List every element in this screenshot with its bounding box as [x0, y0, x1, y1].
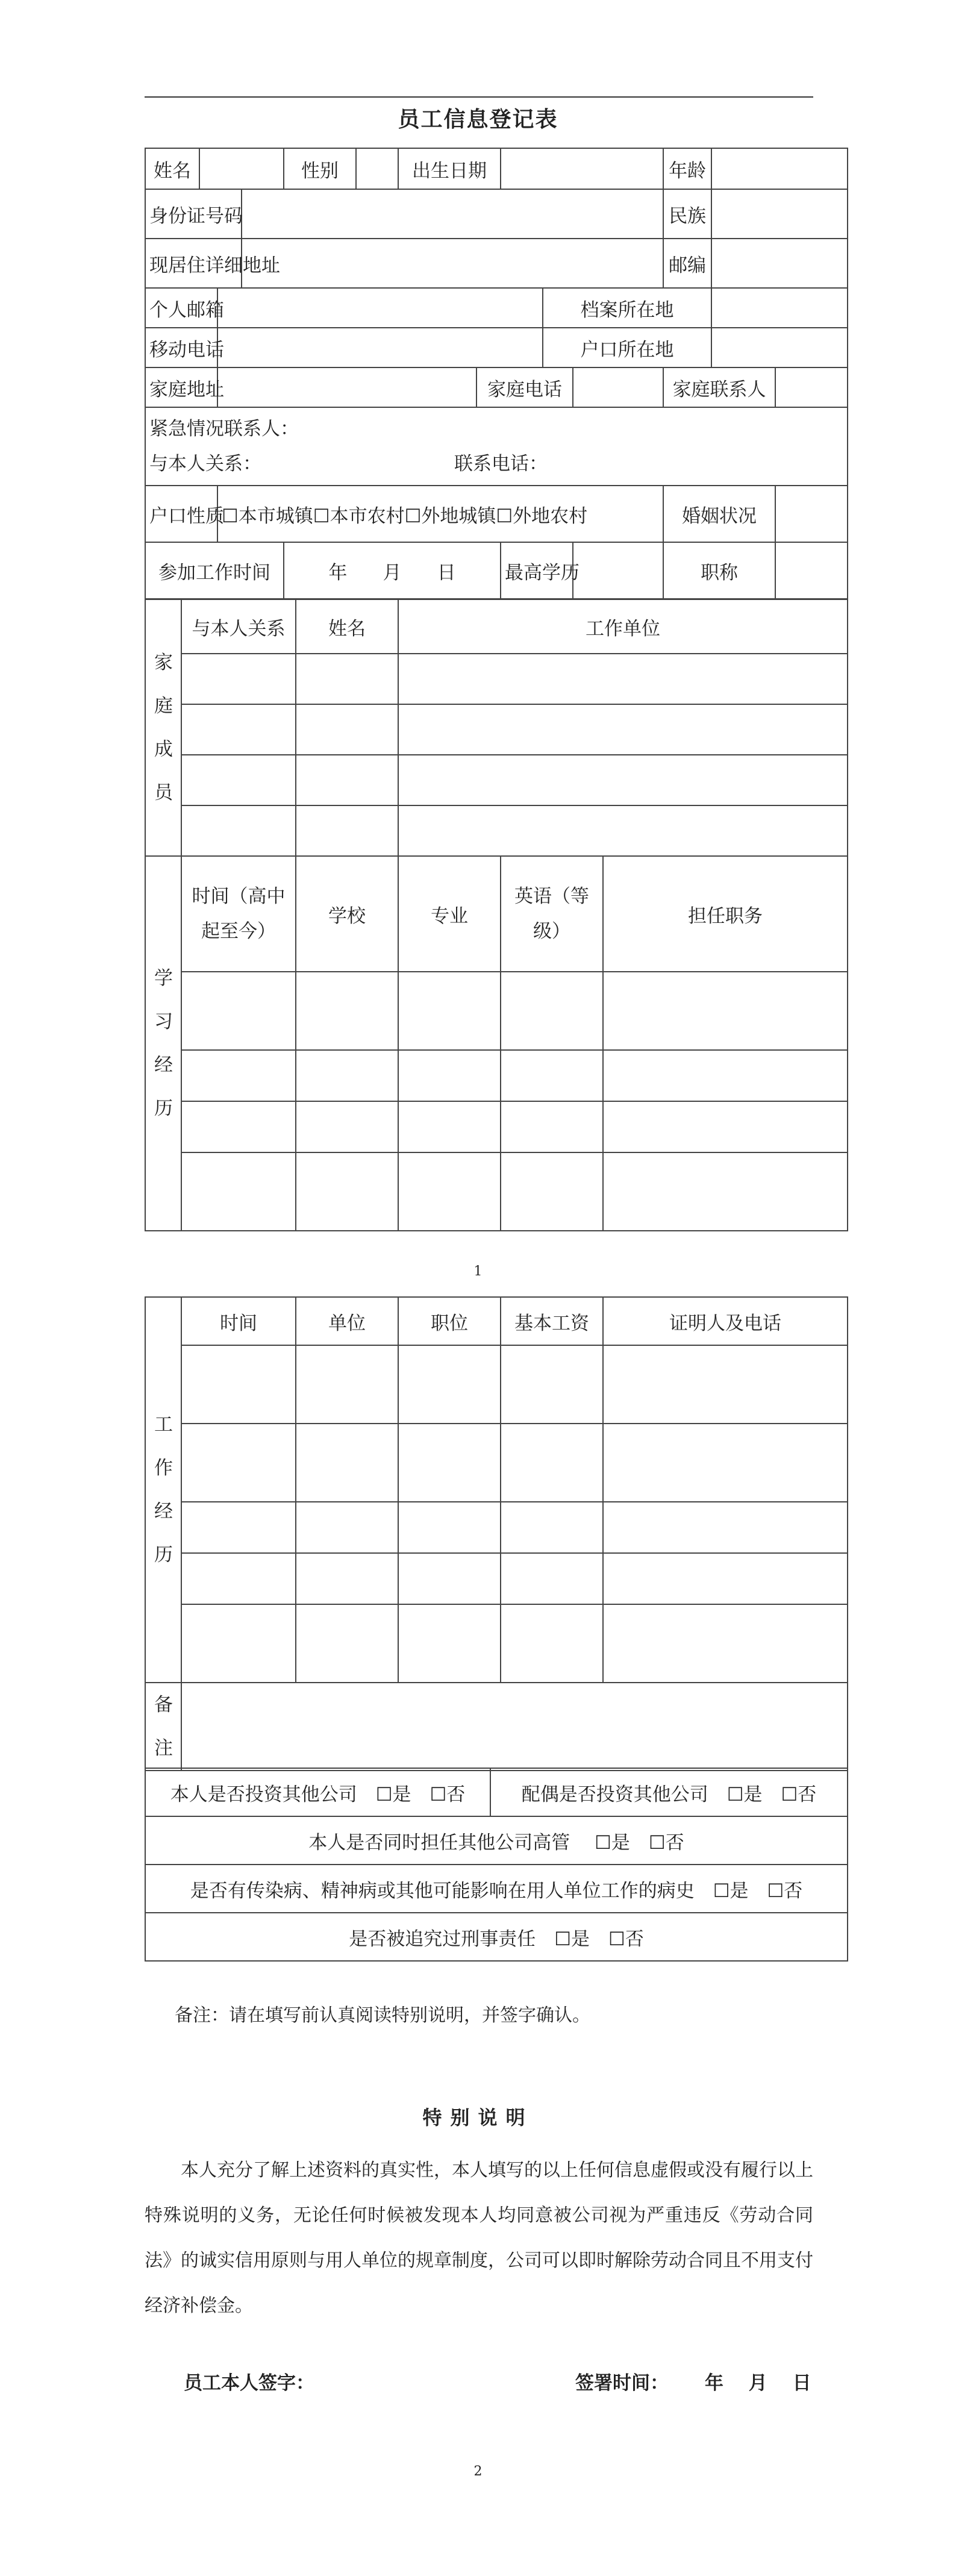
family-side-label: 家庭成员 [145, 599, 181, 856]
fill-note: 备注：请在填写前认真阅读特别说明，并签字确认。 [175, 2005, 590, 2026]
study-header-school: 学校 [296, 856, 398, 972]
study-header-english: 英语（等级） [501, 856, 603, 972]
sign-time-label: 签署时间： [575, 2372, 669, 2394]
work-row[interactable] [145, 1424, 848, 1502]
gender-label: 性别 [284, 148, 356, 189]
marital-status-field[interactable] [775, 486, 848, 542]
contact-phone-label: 联系电话： [454, 453, 548, 475]
family-row[interactable] [145, 704, 848, 755]
study-header-time: 时间（高中起至今） [181, 856, 296, 972]
work-history-table [145, 1296, 848, 1771]
work-side-label: 工作经历 [145, 1297, 181, 1683]
family-contact-field[interactable] [775, 367, 848, 407]
birth-date-field[interactable] [501, 148, 663, 189]
ethnicity-label: 民族 [663, 189, 711, 239]
special-notice-body: 本人充分了解上述资料的真实性，本人填写的以上任何信息虚假或没有履行以上特殊说明的义务，无论任何时候被发现本人均同意被公司视为严重违反《劳动合同法》的诚实信用原则与用人单位的规章制度，公司可以即时解除劳动合同且不用支付经济补偿金。 [145, 2160, 813, 2316]
family-header-employer: 工作单位 [398, 599, 848, 654]
education-field[interactable] [573, 542, 663, 599]
birth-date-label: 出生日期 [398, 148, 501, 189]
sign-date-field[interactable]: 年 月 日 [705, 2372, 811, 2394]
hukou-location-field[interactable] [711, 328, 848, 367]
work-header-time: 时间 [181, 1297, 296, 1345]
employee-signature-label[interactable]: 员工本人签字： [184, 2372, 314, 2394]
hukou-type-label: 户口性质 [145, 486, 217, 542]
mobile-label: 移动电话 [145, 328, 217, 367]
study-row[interactable] [145, 1152, 848, 1231]
top-rule [145, 96, 813, 98]
study-row[interactable] [145, 972, 848, 1050]
home-phone-field[interactable] [573, 367, 663, 407]
hukou-options[interactable]: ☐本市城镇☐本市农村☐外地城镇☐外地农村 [217, 486, 663, 542]
day-label: 日 [437, 561, 456, 584]
work-header-reference: 证明人及电话 [603, 1297, 848, 1345]
study-header-major: 专业 [398, 856, 501, 972]
email-label: 个人邮箱 [145, 288, 217, 328]
remarks-field[interactable] [181, 1683, 848, 1771]
name-field[interactable] [199, 148, 284, 189]
emergency-contact-cell[interactable] [145, 407, 848, 486]
home-address-field[interactable] [217, 367, 476, 407]
work-header-employer: 单位 [296, 1297, 398, 1345]
study-row[interactable] [145, 1050, 848, 1101]
mobile-field[interactable] [217, 328, 543, 367]
family-header-name: 姓名 [296, 599, 398, 654]
id-number-label: 身份证号码 [145, 189, 242, 239]
current-address-field[interactable] [242, 239, 663, 288]
work-start-label: 参加工作时间 [145, 542, 284, 599]
education-label: 最高学历 [501, 542, 573, 599]
year-label: 年 [328, 561, 348, 584]
relation-label: 与本人关系： [149, 453, 261, 475]
archive-location-field[interactable] [711, 288, 848, 328]
title-rank-label: 职称 [663, 542, 775, 599]
email-field[interactable] [217, 288, 543, 328]
hukou-location-label: 户口所在地 [543, 328, 711, 367]
study-row[interactable] [145, 1101, 848, 1152]
archive-location-label: 档案所在地 [543, 288, 711, 328]
family-study-table [145, 599, 848, 1231]
special-notice-title: 特别说明 [422, 2106, 534, 2129]
age-field[interactable] [711, 148, 848, 189]
family-row[interactable] [145, 805, 848, 856]
family-row[interactable] [145, 755, 848, 805]
work-row[interactable] [145, 1604, 848, 1683]
postcode-field[interactable] [711, 239, 848, 288]
home-phone-label: 家庭电话 [476, 367, 573, 407]
name-label: 姓名 [145, 148, 199, 189]
invest-spouse-question[interactable]: 配偶是否投资其他公司 ☐是 ☐否 [490, 1768, 848, 1816]
work-header-position: 职位 [398, 1297, 501, 1345]
form-title: 员工信息登记表 [398, 107, 558, 132]
family-header-relation: 与本人关系 [181, 599, 296, 654]
page-number-2: 2 [473, 2464, 483, 2479]
home-address-label: 家庭地址 [145, 367, 217, 407]
criminal-question[interactable]: 是否被追究过刑事责任 ☐是 ☐否 [145, 1913, 848, 1961]
disease-question[interactable]: 是否有传染病、精神病或其他可能影响在用人单位工作的病史 ☐是 ☐否 [145, 1865, 848, 1913]
gender-field[interactable] [356, 148, 398, 189]
age-label: 年龄 [663, 148, 711, 189]
study-header-position: 担任职务 [603, 856, 848, 972]
study-side-label: 学习经历 [145, 856, 181, 1231]
invest-self-question[interactable]: 本人是否投资其他公司 ☐是 ☐否 [145, 1768, 490, 1816]
current-address-label: 现居住详细地址 [145, 239, 242, 288]
work-header-salary: 基本工资 [501, 1297, 603, 1345]
work-row[interactable] [145, 1345, 848, 1424]
ethnicity-field[interactable] [711, 189, 848, 239]
emergency-contact-label: 紧急情况联系人： [149, 418, 299, 440]
executive-question[interactable]: 本人是否同时担任其他公司高管 ☐是 ☐否 [145, 1816, 848, 1865]
family-row[interactable] [145, 654, 848, 704]
month-label: 月 [383, 561, 402, 584]
work-row[interactable] [145, 1502, 848, 1553]
declaration-table [145, 1768, 848, 1962]
title-rank-field[interactable] [775, 542, 848, 599]
basic-info-table [145, 148, 848, 599]
marital-status-label: 婚姻状况 [663, 486, 775, 542]
page-number-1: 1 [473, 1264, 483, 1279]
family-contact-label: 家庭联系人 [663, 367, 775, 407]
work-start-date-field[interactable] [284, 542, 501, 599]
id-number-field[interactable] [242, 189, 663, 239]
work-row[interactable] [145, 1553, 848, 1604]
postcode-label: 邮编 [663, 239, 711, 288]
remarks-label: 备注 [145, 1683, 181, 1771]
